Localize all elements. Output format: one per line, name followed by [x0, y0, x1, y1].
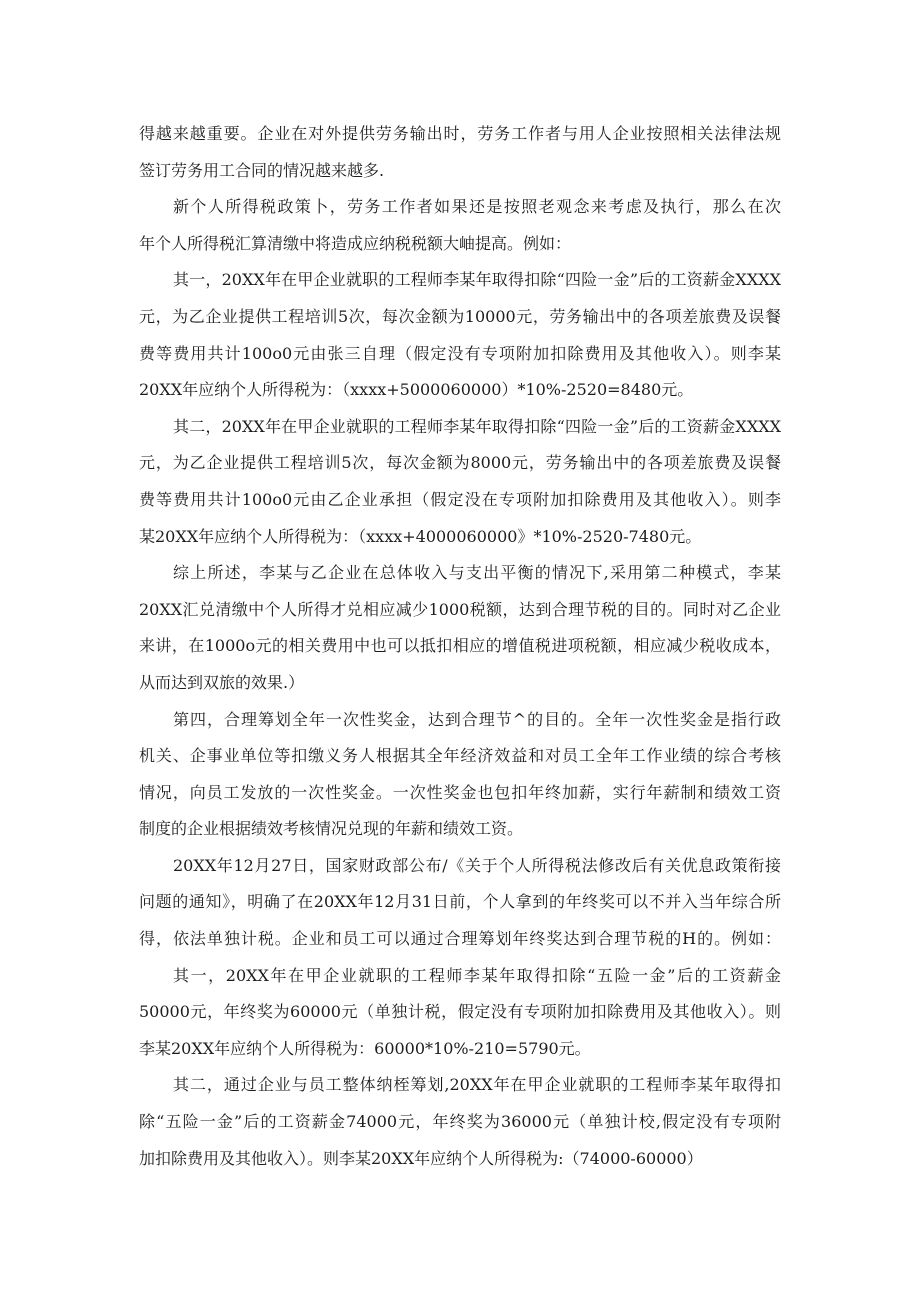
text-line: 20XX年12月27日，国家财政部公布/《关于个人所得税法修改后有关优息政策衔接 [173, 855, 781, 875]
text-line: 某20XX年应纳个人所得税为：（xxxx+4000060000》*10%-2520-7480元。 [139, 526, 702, 546]
text-line: 其一，20XX年在甲企业就职的工程师李某年取得扣除“四险一金”后的工资薪金XXXX [173, 270, 781, 290]
text-line: 费等费用共计100o0元由张三自理（假定没有专项附加扣除费用及其他收入）。则李某 [139, 343, 781, 363]
text-line: 从而达到双旅的效果.） [139, 672, 305, 692]
body-text [139, 116, 781, 1177]
text-line: 20XX年应纳个人所得税为：（xxxx+5000060000）*10%-2520=8480元。 [139, 380, 694, 400]
text-line: 其二，20XX年在甲企业就职的工程师李某年取得扣除“四险一金”后的工资薪金XXXX [173, 416, 781, 436]
text-line: 机关、企事业单位等扣缴义务人根据其全年经济效益和对员工全年工作业绩的综合考核 [139, 746, 781, 766]
text-line: 得越来越重要。企业在对外提供劳务输出时，劳务工作者与用人企业按照相关法律法规 [139, 124, 781, 143]
text-line: 来讲，在1000o元的相关费用中也可以抵扣相应的增值税进项税额，相应减少税收成本， [139, 636, 781, 656]
text-line: 综上所述，李某与乙企业在总体收入与支出平衡的情况下,采用第二种模式，李某 [173, 563, 781, 583]
text-line: 20XX汇兑清缴中个人所得才兑相应减少1000税额，达到合理节税的目的。同时对乙企业 [139, 599, 781, 619]
text-line: 问题的通知》，明确了在20XX年12月31日前，个人拿到的年终奖可以不并入当年综合所 [139, 892, 781, 912]
text-line: 50000元，年终奖为60000元（单独计税，假定没有专项附加扣除费用及其他收入）。则 [139, 1002, 781, 1022]
text-line: 其二，通过企业与员工整体纳桎筹划,20XX年在甲企业就职的工程师李某年取得扣 [173, 1075, 781, 1095]
text-line: 新个人所得税政策卜，劳务工作者如果还是按照老观念来考虑及执行，那么在次 [173, 197, 781, 217]
text-line: 其一，20XX年在甲企业就职的工程师李某年取得扣除“五险一金”后的工资薪金 [173, 965, 781, 985]
text-line: 费等费用共计100o0元由乙企业承担（假定没在专项附加扣除费用及其他收入）。则李 [139, 489, 781, 509]
text-line: 除“五险一金”后的工资薪金74000元，年终奖为36000元（单独计校,假定没有专项附 [139, 1112, 781, 1132]
text-line: 情况，向员工发放的一次性奖金。一次性奖金也包扣年终加薪，实行年薪制和绩效工资 [139, 782, 781, 802]
text-line: 元，为乙企业提供工程培训5次，每次金额为10000元，劳务输出中的各项差旅费及误餐 [139, 306, 781, 326]
text-line: 年个人所得税汇算清缴中将造成应纳税税额大岫提高。例如： [139, 233, 572, 253]
text-line: 李某20XX年应纳个人所得税为：60000*10%-210=5790元。 [139, 1038, 591, 1058]
text-line: 加扣除费用及其他收入）。则李某20XX年应纳个人所得税为:（74000-60000） [139, 1148, 703, 1168]
text-line: 制度的企业根据绩效考核情况兑现的年薪和绩效工资。 [139, 819, 524, 839]
text-line: 签订劳务用工合同的情况越来越多. [139, 160, 385, 180]
text-line: 第四，合理筹划全年一次性奖金，达到合理节^的目的。全年一次性奖金是指行政 [173, 709, 781, 729]
text-line: 得，依法单独计税。企业和员工可以通过合理筹划年终奖达到合理节税的H的。例如： [139, 929, 781, 949]
text-line: 元，为乙企业提供工程培训5次，每次金额为8000元，劳务输出中的各项差旅费及误餐 [139, 453, 781, 473]
